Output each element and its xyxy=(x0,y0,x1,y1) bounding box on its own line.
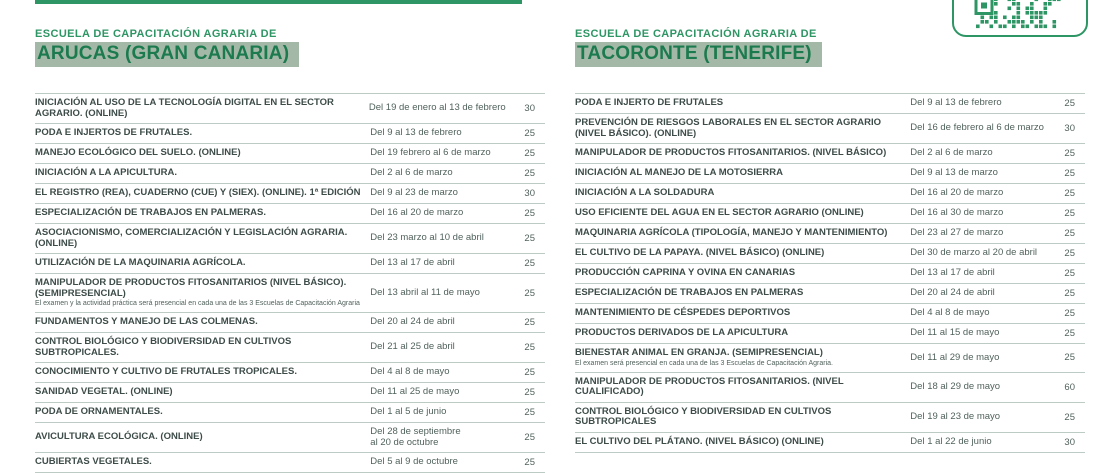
course-dates: Del 2 al 6 de marzo xyxy=(370,167,453,179)
course-hours: 30 xyxy=(524,188,535,199)
table-row xyxy=(35,184,545,204)
course-hours: 25 xyxy=(1064,352,1075,364)
course-footnote: El examen será presencial en cada una de las 3 Escuelas de Capacitación Agraria. xyxy=(575,359,833,367)
course-name: MANTENIMIENTO DE CÉSPEDES DEPORTIVOS xyxy=(575,307,791,319)
course-dates: Del 16 al 30 de marzo xyxy=(910,207,1004,219)
course-dates: Del 23 marzo al 10 de abril xyxy=(370,232,484,244)
course-dates: Del 2 al 6 de marzo xyxy=(910,147,993,159)
course-name: CONTROL BIOLÓGICO Y BIODIVERSIDAD EN CULTIVOS SUBTROPICALES. xyxy=(35,336,292,358)
course-name: USO EFICIENTE DEL AGUA EN EL SECTOR AGRARIO (ONLINE) xyxy=(575,207,864,219)
course-name: CUBIERTAS VEGETALES. xyxy=(35,456,152,468)
course-name: PODA E INJERTOS DE FRUTALES. xyxy=(35,127,193,139)
course-hours: 25 xyxy=(524,457,535,468)
course-dates: Del 16 al 20 de marzo xyxy=(910,187,1004,199)
course-hours: 25 xyxy=(1064,248,1075,259)
course-dates: Del 20 al 24 de abril xyxy=(370,316,455,328)
table-row xyxy=(35,363,545,383)
course-dates: Del 23 al 27 de marzo xyxy=(910,227,1004,239)
course-name: PODA DE ORNAMENTALES. xyxy=(35,406,163,418)
course-name: PREVENCIÓN DE RIESGOS LABORALES EN EL SECTOR AGRARIO (NIVEL BÁSICO). (ONLINE) xyxy=(575,117,881,139)
course-hours: 30 xyxy=(1064,436,1075,448)
table-row xyxy=(35,94,545,124)
table-row xyxy=(35,224,545,254)
course-name: INICIACIÓN AL MANEJO DE LA MOTOSIERRA xyxy=(575,167,783,179)
course-hours: 25 xyxy=(1064,328,1075,339)
course-name: MANIPULADOR DE PRODUCTOS FITOSANITARIOS. (NIVEL BÁSICO) xyxy=(575,147,887,159)
course-hours: 25 xyxy=(524,317,535,328)
course-hours: 25 xyxy=(524,148,535,159)
course-hours: 25 xyxy=(524,432,535,443)
course-dates: Del 9 al 13 de febrero xyxy=(910,97,1002,109)
course-name: ASOCIACIONISMO, COMERCIALIZACIÓN Y LEGISLACIÓN AGRARIA. (ONLINE) xyxy=(35,227,348,249)
school-name: TACORONTE (TENERIFE) xyxy=(575,42,822,67)
course-name: ESPECIALIZACIÓN DE TRABAJOS EN PALMERAS. xyxy=(35,207,267,219)
course-dates: Del 11 al 25 de mayo xyxy=(370,386,460,398)
school-section-tacoronte xyxy=(575,28,1085,453)
table-row xyxy=(575,144,1085,164)
course-name: SANIDAD VEGETAL. (ONLINE) xyxy=(35,386,173,398)
course-name: FUNDAMENTOS Y MANEJO DE LAS COLMENAS. xyxy=(35,316,258,328)
course-name: CONTROL BIOLÓGICO Y BIODIVERSIDAD EN CULTIVOS SUBTROPICALES xyxy=(575,405,832,427)
course-hours: 25 xyxy=(524,258,535,269)
table-row xyxy=(35,423,545,453)
course-hours: 25 xyxy=(1064,228,1075,239)
course-name: INICIACIÓN A LA SOLDADURA xyxy=(575,187,715,199)
course-dates: Del 28 de septiembre al 20 de octubre xyxy=(370,426,461,448)
course-dates: Del 1 al 5 de junio xyxy=(370,406,447,418)
table-row xyxy=(35,164,545,184)
course-name: UTILIZACIÓN DE LA MAQUINARIA AGRÍCOLA. xyxy=(35,257,246,269)
course-dates: Del 1 al 22 de junio xyxy=(910,435,992,447)
course-name: MANIPULADOR DE PRODUCTOS FITOSANITARIOS (NIVEL BÁSICO). (SEMIPRESENCIAL) El examen y la actividad práctica será presencial en cada una de las 3 Escuelas de Capacitación Agraria xyxy=(35,278,370,308)
course-hours: 60 xyxy=(1064,381,1075,393)
table-row xyxy=(35,124,545,144)
course-hours: 25 xyxy=(524,287,535,299)
course-dates: Del 5 al 9 de octubre xyxy=(370,456,458,468)
course-hours: 25 xyxy=(524,168,535,179)
table-row xyxy=(575,433,1085,453)
course-dates: Del 9 al 13 de febrero xyxy=(370,127,462,139)
course-dates: Del 13 al 17 de abril xyxy=(910,267,995,279)
table-row xyxy=(575,344,1085,373)
course-dates: Del 4 al 8 de mayo xyxy=(910,307,990,319)
course-dates: Del 19 de enero al 13 de febrero xyxy=(368,102,506,114)
course-name: MANEJO ECOLÓGICO DEL SUELO. (ONLINE) xyxy=(35,147,241,159)
table-row xyxy=(575,264,1085,284)
school-name: ARUCAS (GRAN CANARIA) xyxy=(35,42,299,67)
course-dates: Del 16 al 20 de marzo xyxy=(370,207,464,219)
course-dates: Del 9 al 23 de marzo xyxy=(370,187,458,199)
course-table xyxy=(35,93,545,473)
table-row xyxy=(575,284,1085,304)
course-name: PRODUCCIÓN CAPRINA Y OVINA EN CANARIAS xyxy=(575,267,796,279)
course-hours: 25 xyxy=(1064,411,1075,423)
table-row xyxy=(575,224,1085,244)
course-dates: Del 20 al 24 de abril xyxy=(910,287,995,299)
course-dates: Del 30 de marzo al 20 de abril xyxy=(910,247,1038,259)
course-hours: 25 xyxy=(524,342,535,353)
course-hours: 25 xyxy=(1064,188,1075,199)
course-hours: 25 xyxy=(1064,208,1075,219)
table-row xyxy=(575,324,1085,344)
table-row xyxy=(575,244,1085,264)
course-name: EL CULTIVO DEL PLÁTANO. (NIVEL BÁSICO) (ONLINE) xyxy=(575,435,824,447)
table-row xyxy=(35,274,545,313)
table-row xyxy=(35,313,545,333)
clipped-header-banner xyxy=(35,0,522,4)
course-dates: Del 16 de febrero al 6 de marzo xyxy=(910,122,1044,134)
table-row xyxy=(35,333,545,363)
course-dates: Del 9 al 13 de marzo xyxy=(910,167,998,179)
table-row xyxy=(575,204,1085,224)
course-hours: 25 xyxy=(524,128,535,139)
course-dates: Del 11 al 29 de mayo xyxy=(910,351,1000,363)
course-name: AVICULTURA ECOLÓGICA. (ONLINE) xyxy=(35,431,203,443)
table-row xyxy=(575,304,1085,324)
course-name: BIENESTAR ANIMAL EN GRANJA. (SEMIPRESENCIAL) El examen será presencial en cada una de las 3 Escuelas de Capacitación Agraria. xyxy=(575,348,910,368)
course-name: MANIPULADOR DE PRODUCTOS FITOSANITARIOS. (NIVEL CUALIFICADO) xyxy=(575,375,844,397)
course-dates: Del 13 abril al 11 de mayo xyxy=(370,286,480,298)
table-row xyxy=(35,383,545,403)
course-name: MAQUINARIA AGRÍCOLA (TIPOLOGÍA, MANEJO Y MANTENIMIENTO) xyxy=(575,227,888,239)
table-row xyxy=(35,204,545,224)
table-row xyxy=(35,403,545,423)
course-dates: Del 11 al 15 de mayo xyxy=(910,327,1000,339)
table-row xyxy=(575,164,1085,184)
qr-code-icon xyxy=(976,0,1066,30)
course-table xyxy=(575,93,1085,453)
course-name: EL CULTIVO DE LA PAPAYA. (NIVEL BÁSICO) (ONLINE) xyxy=(575,247,825,259)
course-hours: 25 xyxy=(524,208,535,219)
course-name: PRODUCTOS DERIVADOS DE LA APICULTURA xyxy=(575,327,789,339)
table-row xyxy=(35,144,545,164)
table-row xyxy=(575,184,1085,204)
course-hours: 25 xyxy=(524,387,535,398)
course-hours: 25 xyxy=(1064,168,1075,179)
course-dates: Del 19 al 23 de mayo xyxy=(910,410,1001,422)
course-dates: Del 4 al 8 de mayo xyxy=(370,366,450,378)
table-row xyxy=(575,373,1085,403)
table-row xyxy=(575,114,1085,144)
course-hours: 25 xyxy=(524,367,535,378)
course-dates: Del 19 febrero al 6 de marzo xyxy=(370,147,491,159)
school-eyebrow: ESCUELA DE CAPACITACIÓN AGRARIA DE xyxy=(575,28,817,40)
course-dates: Del 13 al 17 de abril xyxy=(370,257,455,269)
course-hours: 30 xyxy=(524,103,535,114)
course-hours: 25 xyxy=(1064,288,1075,299)
course-name: INICIACIÓN A LA APICULTURA. xyxy=(35,167,177,179)
course-hours: 25 xyxy=(524,407,535,418)
course-hours: 25 xyxy=(524,233,535,244)
school-eyebrow: ESCUELA DE CAPACITACIÓN AGRARIA DE xyxy=(35,28,277,40)
course-dates: Del 21 al 25 de abril xyxy=(370,341,455,353)
course-hours: 25 xyxy=(1064,98,1075,109)
course-dates: Del 18 al 29 de mayo xyxy=(910,380,1001,392)
course-hours: 30 xyxy=(1064,123,1075,134)
course-hours: 25 xyxy=(1064,268,1075,279)
course-hours: 25 xyxy=(1064,308,1075,319)
course-footnote: El examen y la actividad práctica será presencial en cada una de las 3 Escuelas de Capacitación Agraria xyxy=(35,300,360,307)
table-row xyxy=(575,403,1085,433)
table-row xyxy=(35,254,545,274)
table-row xyxy=(35,453,545,473)
table-row xyxy=(575,94,1085,114)
school-section-arucas xyxy=(35,28,545,473)
course-name: EL REGISTRO (REA), CUADERNO (CUE) Y (SIEX). (ONLINE). 1ª EDICIÓN xyxy=(35,187,361,199)
course-name: PODA E INJERTO DE FRUTALES xyxy=(575,97,724,109)
course-name: ESPECIALIZACIÓN DE TRABAJOS EN PALMERAS xyxy=(575,287,804,299)
course-name: INICIACIÓN AL USO DE LA TECNOLOGÍA DIGITAL EN EL SECTOR AGRARIO. (ONLINE) xyxy=(35,97,334,119)
course-name: CONOCIMIENTO Y CULTIVO DE FRUTALES TROPICALES. xyxy=(35,366,297,378)
course-hours: 25 xyxy=(1064,148,1075,159)
